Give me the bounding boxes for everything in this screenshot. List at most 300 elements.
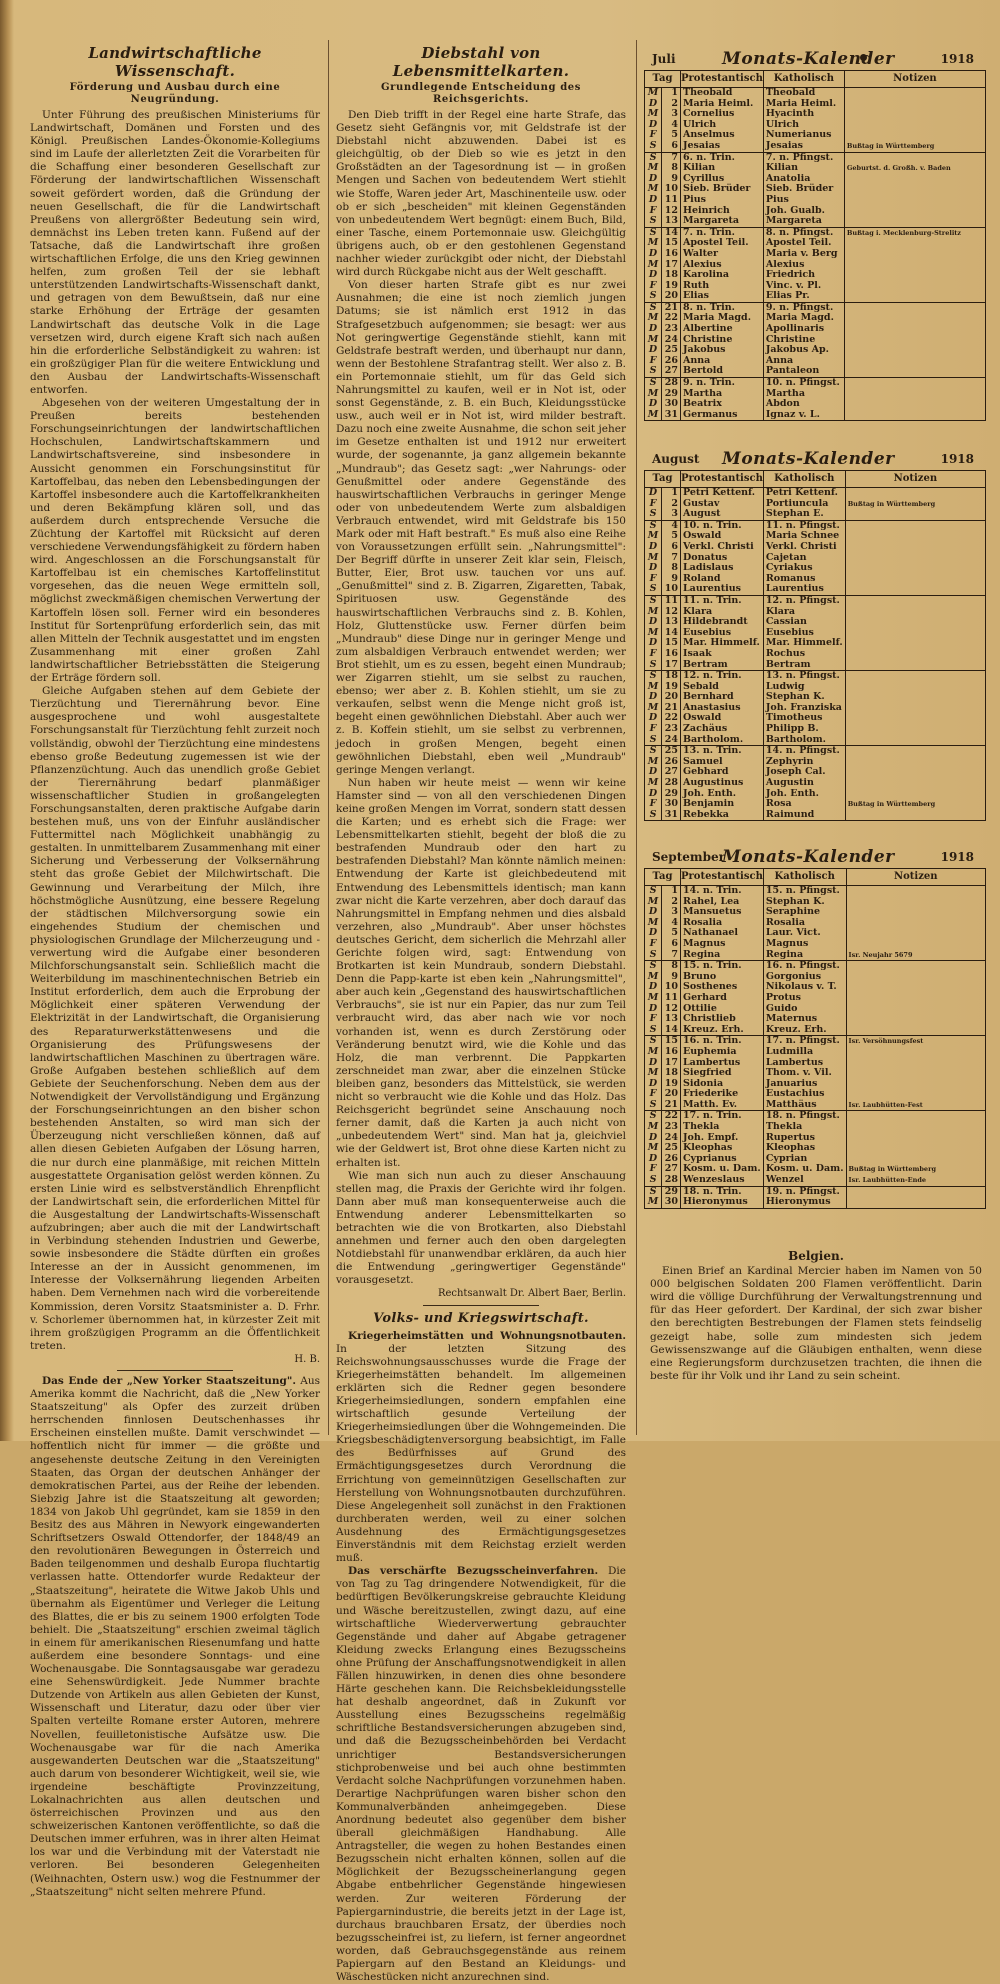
paragraph: Wie man sich nun auch zu dieser Anschauung stellen mag, die Praxis der Gerichte wird ihr folgen. Dann aber muß man konsequenterweise auch die Entwendung anderer Lebensmittelkarten so betrachten wie die von Brotkarten, also Diebstahl annehmen und ferner auch den oben dargelegten Notdiebstahl für unanwendbar erklären, da auch hier die Entwendung „geringwertiger Gegenstände" vorausgesetzt. [336,1169,626,1287]
article-subtitle: Förderung und Ausbau durch eine Neugründung. [69,82,281,105]
calendar-day-row [645,810,986,821]
calendar-day-number: 25 [662,345,681,356]
calendar-weekday: D [645,617,662,628]
calendar-day-number: 4 [662,918,681,929]
calendar-weekday: F [645,1164,662,1175]
calendar-catholic-name: Matthäus [763,1100,846,1111]
calendar-header: Katholisch [763,869,846,886]
calendar-note [845,638,985,649]
calendar-catholic-name: Anna [763,356,844,367]
calendar-note [845,628,985,639]
calendar-protestant-name: Kleophas [681,1143,764,1154]
calendar-protestant-name: Sebald [681,682,764,693]
calendar-note: Geburtst. d. Großh. v. Baden [844,163,985,174]
calendar-day-number: 13 [662,617,681,628]
calendar-note [846,982,985,993]
calendar-catholic-name: 17. n. Pfingst. [763,1036,846,1047]
calendar-protestant-name: Hieronymus [681,1197,764,1208]
calendar-note [845,789,985,800]
calendar-day-number: 6 [662,542,681,553]
calendar-catholic-name: Friedrich [763,270,844,281]
calendar-catholic-name: Hyacinth [763,109,844,120]
calendar-protestant-name: Gerhard [681,993,764,1004]
calendar-protestant-name: Christine [681,335,764,346]
calendar-catholic-name: Stephan K. [763,692,845,703]
calendar-catholic-name: Maria Heiml. [763,99,844,110]
calendar-protestant-name: Isaak [681,649,764,660]
calendar-note [845,607,985,618]
calendar-note: Isr. Laubhütten-Ende [846,1175,985,1186]
calendar-protestant-name: Zachäus [681,724,764,735]
calendar-day-row [645,1100,986,1111]
calendar-catholic-name: Augustin [763,778,845,789]
article-title: Diebstahl von Lebensmittelkarten. [392,44,570,80]
calendar-weekday: M [645,628,662,639]
calendar-day-number: 3 [662,509,681,520]
divider [117,1370,233,1371]
calendar-header: Katholisch [763,471,845,488]
calendar-day-number: 8 [662,961,681,972]
calendar-protestant-name: Oswald [681,713,764,724]
calendar-catholic-name: Portiuncula [763,499,845,510]
calendar-protestant-name: Regina [681,950,764,961]
calendar-day-number: 3 [662,907,681,918]
calendar-weekday: S [645,584,662,595]
calendar-header: Tag [645,71,681,88]
calendar-protestant-name: Maria Magd. [681,313,764,324]
calendar-weekday: M [645,1122,662,1133]
calendar-day-number: 29 [662,789,681,800]
calendar-protestant-name: 8. n. Trin. [681,302,764,313]
calendar-day-number: 17 [662,260,681,271]
calendar-day-number: 15 [662,638,681,649]
calendar-note [846,1143,985,1154]
calendar-day-number: 23 [662,724,681,735]
calendar-catholic-name: Apostel Teil. [763,238,844,249]
calendar-note [844,291,985,302]
calendar-year: 1918 [940,52,974,66]
calendar-day-number: 15 [662,238,681,249]
calendar-day-number: 2 [662,897,681,908]
calendar-day-number: 11 [662,993,681,1004]
item-text: Aus Amerika kommt die Nachricht, daß die „New Yorker Staatszeitung" als Opfer des zurzeit drüben herrschenden finnlosen Deutschenhasses ihr Erscheinen einstellen mußte. Damit verschwindet — hoffentlich nicht für immer — die größte und angesehenste deutsche Zeitung in den Vereinigten Staaten, das Organ der deutschen Anhänger der demokratischen Partei, aus der Reihe der lebenden. Siebzig Jahre ist die Staatszeitung alt geworden; 1834 von Jakob Uhl gegründet, kam sie 1859 in den Besitz des aus Mähren in Newyork eingewanderten Schriftsetzers Oswald Ottendorfer, der 1848/49 an den revolutionären Bewegungen in Österreich und Baden teilgenommen und deshalb Europa fluchtartig verlassen hatte. Ottendorfer wurde Redakteur der „Staatszeitung", heiratete die Witwe Jakob Uhls und übernahm als Eigentümer und Verleger die Leitung des Blattes, die er bis zu seinem 1900 erfolgten Tode behielt. Die „Staatszeitung" erschien zweimal täglich in einem für amerikanischen Riesenumfang und hatte außerdem eine besondere Sonntags- und eine Wochenausgabe. Die Sonntagsausgabe war geradezu eine Sehenswürdigkeit. Jede Nummer brachte Dutzende von Artikeln aus allen Gebieten der Kunst, Wissenschaft und Literatur, dazu oder über vier Spalten verteilte Romane erster Autoren, mehrere Novellen, feuilletonistische Aufsätze usw. Die Wochenausgabe war für die nach Amerika ausgewanderten Deutschen war die „Staatszeitung" auch darum von besonderer Wichtigkeit, weil sie, wie irgendeine beschäftigte Provinzzeitung, Lokalnachrichten aus allen deutschen und österreichischen Provinzen und aus den schweizerischen Kantonen veröffentlichte, so daß die Deutschen immer erfuhren, was in ihrer alten Heimat los war und die Verbindung mit der Vaterstadt nie verloren. Bei besonderen Gelegenheiten (Weihnachten, Ostern usw.) wog die Festnummer der „Staatszeitung" nicht selten mehrere Pfund. [30,1375,320,1898]
item-title: Das Ende der „New Yorker Staatszeitung". [42,1375,296,1387]
calendar-day-row [645,649,986,660]
calendar-protestant-name: Heinrich [681,206,764,217]
calendar-name: Monats-Kalender [722,449,895,469]
calendar-weekday: D [645,1133,662,1144]
calendar-protestant-name: Thekla [681,1122,764,1133]
calendar-catholic-name: 11. n. Pfingst. [763,520,845,531]
calendar-note [845,542,985,553]
calendar-weekday: S [645,746,662,757]
calendar-note [846,1154,985,1165]
calendar-weekday: D [645,1004,662,1015]
calendar-weekday: M [645,703,662,714]
calendar-day-row [645,1025,986,1036]
calendar-note [845,810,985,821]
calendar-note [845,595,985,606]
calendar-weekday: F [645,939,662,950]
calendar-day-row [645,249,986,260]
calendar-weekday: D [645,789,662,800]
calendar-note [845,671,985,682]
calendar-note: Isr. Neujahr 5679 [846,950,985,961]
calendar-title [644,842,986,868]
calendar-weekday: M [645,389,662,400]
calendar-day-row [645,950,986,961]
calendar-catholic-name: Klara [763,607,845,618]
calendar-weekday: S [645,227,662,238]
calendar-protestant-name: Gustav [681,499,764,510]
calendar-protestant-name: 16. n. Trin. [681,1036,764,1047]
calendar-header: Notizen [844,71,985,88]
calendar-day-number: 23 [662,324,681,335]
calendar-day-row [645,886,986,897]
calendar-note [845,746,985,757]
calendar-catholic-name: Cajetan [763,553,845,564]
calendar-day-row [645,660,986,671]
calendar-header: Notizen [846,869,985,886]
calendar-note [845,703,985,714]
calendar-protestant-name: Karolina [681,270,764,281]
divider [423,1305,539,1306]
calendar-weekday: F [645,206,662,217]
calendar-weekday: D [645,345,662,356]
calendar-note [844,195,985,206]
calendar-protestant-name: Sidonia [681,1079,764,1090]
calendar-note [846,1004,985,1015]
calendar-weekday: S [645,1186,662,1197]
article-title: Landwirtschaftliche Wissenschaft. [88,44,262,80]
calendar-day-number: 16 [662,649,681,660]
calendar-protestant-name: Kilian [681,163,764,174]
calendar-day-number: 3 [662,109,681,120]
calendar-weekday: S [645,302,662,313]
calendar-weekday: S [645,1025,662,1036]
calendar-day-number: 18 [662,1068,681,1079]
calendar-catholic-name: Maria Magd. [763,313,844,324]
calendar-catholic-name: Stephan K. [763,897,846,908]
calendar-catholic-name: Eusebius [763,628,845,639]
calendar-protestant-name: Joh. Enth. [681,789,764,800]
calendar-catholic-name: 18. n. Pfingst. [763,1111,846,1122]
calendar-note [844,410,985,421]
calendar-catholic-name: Rochus [763,649,845,660]
calendar-day-number: 8 [662,563,681,574]
calendar-note [845,488,985,499]
calendar-day-row [645,488,986,499]
calendar-protestant-name: Anastasius [681,703,764,714]
calendar-catholic-name: Maria v. Berg [763,249,844,260]
calendar-catholic-name: 14. n. Pfingst. [763,746,845,757]
calendar-catholic-name: Ludmilla [763,1047,846,1058]
calendar-day-number: 13 [662,216,681,227]
calendar-weekday: M [645,163,662,174]
paragraph: Unter Führung des preußischen Ministeriums für Landwirtschaft, Domänen und Forsten und des Königl. Preußischen Landes-Ökonomie-Kollegiums sind im Laufe der allerletzten Zeit die Vorarbeiten für die Schaffung einer besonderen Gesellschaft zur Förderung der landwirtschaftlichen Wissenschaft soweit gefördert worden, daß die Gründung der neuen Gesellschaft, die für die Landwirtschaft Preußens von allergrößter Bedeutung sein wird, demnächst ins Leben treten kann. Fußend auf der Tatsache, daß die Landwirtschaft ihre großen wirtschaftlichen Erfolge, die uns den Krieg gewinnen helfen, zum großen Teil der sie lebhaft unterstützenden Landwirtschafts-Wissenschaft dankt, und getragen von dem Bewußtsein, daß nur eine starke Erhöhung der Erträge der gesamten Landwirtschaft das deutsche Volk in die Lage versetzen wird, durch eigene Kraft sich nach außen hin die erforderliche Selbständigkeit zu wahren: ist ein großzügiger Plan für die weitere Entwicklung und den Ausbau der Landwirtschafts-Wissenschaft entworfen. [30,109,320,396]
calendar-day-number: 26 [662,1154,681,1165]
calendar-weekday: M [645,972,662,983]
calendar-protestant-name: Gebhard [681,767,764,778]
calendar-catholic-name: Joh. Enth. [763,789,845,800]
calendar-weekday: M [645,238,662,249]
calendar-catholic-name: Gorgonius [763,972,846,983]
calendar-day-number: 28 [662,378,681,389]
calendar-day-number: 19 [662,682,681,693]
calendar-note [845,520,985,531]
calendar-catholic-name: Philipp B. [763,724,845,735]
item-title: Das verschärfte Bezugsscheinverfahren. [348,1565,599,1578]
calendar-protestant-name: Petri Kettenf. [681,488,764,499]
calendar-day-number: 31 [662,810,681,821]
calendar-day-row [645,216,986,227]
calendar-note [846,1014,985,1025]
calendar-protestant-name: Walter [681,249,764,260]
calendar-note [846,993,985,1004]
calendar-day-number: 10 [662,584,681,595]
calendar-weekday: S [645,810,662,821]
calendar-protestant-name: 14. n. Trin. [681,886,764,897]
calendar-day-number: 1 [662,488,681,499]
calendar-month: August [652,452,700,466]
calendar-catholic-name: Rosa [763,799,845,810]
calendar-table [644,470,986,821]
calendar-table [644,70,986,421]
calendar-weekday: D [645,270,662,281]
calendar-year: 1918 [940,850,974,864]
calendar-catholic-name: Kosm. u. Dam. [763,1164,846,1175]
calendar-day-number: 19 [662,281,681,292]
calendar-protestant-name: Cornelius [681,109,764,120]
calendar-catholic-name: 12. n. Pfingst. [763,595,845,606]
item-text: In der letzten Sitzung des Reichswohnungsausschusses wurde die Frage der Kriegerheimstätten behandelt. Im allgemeinen erklärten sich die Redner gegen besondere Kriegerheimsiedlungen, sondern empfahlen eine wirtschaftlich gesunde Verteilung der Kriegerheimsiedlungen über die Wohngemeinden. Die Kriegsbeschädigtenversorgung beabsichtigt, im Falle des Bedürfnisses auf Grund des Ermächtigungsgesetzes durch Verordnung die Errichtung von gemeinnützigen Gesellschaften zur Herstellung von Wohnungsnotbauten durchzuführen. Diese Angelegenheit soll zunächst in den Fraktionen durchberaten werden, weil zu einer solchen Ausdehnung des Ermächtigungsgesetzes Einverständnis mit dem Reichstag erzielt werden muß. [336,1342,626,1565]
calendar-weekday: S [645,735,662,746]
calendar-day-number: 5 [662,531,681,542]
calendar-note [844,399,985,410]
calendar-catholic-name: Petri Kettenf. [763,488,845,499]
calendar-catholic-name: Alexius [763,260,844,271]
calendar-protestant-name: Euphemia [681,1047,764,1058]
calendar-day-number: 2 [662,499,681,510]
calendar-protestant-name: 9. n. Trin. [681,378,764,389]
calendar-day-row [645,1197,986,1208]
calendar-day-number: 4 [662,520,681,531]
calendar-weekday: S [645,520,662,531]
calendar-weekday: M [645,313,662,324]
calendar-day-number: 20 [662,291,681,302]
calendar-protestant-name: Rosalia [681,918,764,929]
calendar-note: Bußtag i. Mecklenburg-Strelitz [844,227,985,238]
calendar-note [845,574,985,585]
article-subtitle: Grundlegende Entscheidung des Reichsgerichts. [380,82,582,105]
calendar-protestant-name: Matth. Ev. [681,1100,764,1111]
calendar-protestant-name: 10. n. Trin. [681,520,764,531]
calendar-note [844,88,985,99]
paragraph: Abgesehen von der weiteren Umgestaltung der in Preußen bereits bestehenden Forschungseinrichtungen der landwirtschaftlichen Hochschulen, Landwirtschaftskammern und Landwirtschaftsvereine, sind insbesondere in Aussicht genommen ein Forschungsinstitut für Kartoffelbau, das neben den Lebensbedingungen der Kartoffel insbesondere auch die Kartoffelkrankheiten und deren Bekämpfung klären soll, und das außerdem durch entsprechende Versuche die Züchtung der Kartoffel mit Rücksicht auf deren verschiedene Verwendungsfähigkeit zu fördern haben wird. Angeschlossen an die Forschungsanstalt für Kartoffelbau ist ein chemisches Kartoffelinstitut vorgesehen, das die neuen Wege ermitteln soll, möglichst zweckmäßigen chemischen Verwertung der Kartoffeln lösen soll. Ferner wird ein besonderes Institut für Sortenprüfung erforderlich sein, das mit allen Mitteln der Technik ausgestattet und im engsten Zusammenhang mit einer großen Zahl landwirtschaftlicher Betriebsstätten die Steigerung der Erträge fördern soll. [30,397,320,685]
calendar-weekday: M [645,1143,662,1154]
calendar-catholic-name: Joh. Franziska [763,703,845,714]
calendar-day-row [645,595,986,606]
section-title: Volks- und Kriegswirtschaft. [373,1310,589,1326]
calendar-protestant-name: Joh. Empf. [681,1133,764,1144]
calendar-day-row [645,88,986,99]
calendar-protestant-name: Jesaias [681,141,764,152]
calendar-protestant-name: Augustinus [681,778,764,789]
column-rule [328,40,329,1435]
calendar-note [846,1058,985,1069]
calendar-protestant-name: Beatrix [681,399,764,410]
calendar-note [846,886,985,897]
calendar-protestant-name: 13. n. Trin. [681,746,764,757]
calendar-day-number: 15 [662,1036,681,1047]
calendar-protestant-name: Germanus [681,410,764,421]
calendar-catholic-name: Numerianus [763,130,844,141]
calendar-protestant-name: Friederike [681,1089,764,1100]
calendar-title [644,44,986,70]
calendar-day-number: 7 [662,553,681,564]
calendar-catholic-name: Maternus [763,1014,846,1025]
calendar-day-number: 21 [662,703,681,714]
paragraph: Den Dieb trifft in der Regel eine harte Strafe, das Gesetz sieht Gefängnis vor, mit Geldstrafe ist der Diebstahl nicht abzuwenden. Dabei ist es gleichgültig, ob der Dieb so wie es jetzt in den Großstädten an der Tagesordnung ist — in großen Mengen und Sachen von bedeutendem Wert stiehlt wie Stoffe, Waren jeder Art, Maschinenteile usw. oder ob er sich „bescheiden" mit kleinen Gegenständen von unbedeutendem Wert begnügt: einem Buch, Bild, einer Tasche, einem Portemonnaie usw. Gleichgültig übrigens auch, ob er den gestohlenen Gegenstand nachher wieder zurückgibt oder nicht, der Diebstahl wird durch Rückgabe nicht aus der Welt geschafft. [336,109,626,279]
calendar-day-row [645,939,986,950]
calendar-day-number: 29 [662,1186,681,1197]
article-text: Einen Brief an Kardinal Mercier haben im Namen von 50 000 belgischen Soldaten 200 Flamen veröffentlicht. Darin wird die völlige Durchführung der Verwaltungstrennung und für das Heer gefordert. Der Kardinal, der sich zwar bisher den berechtigten Bestrebungen der Flamen stets feindselig gezeigt habe, solle zum mindesten sich jedem Gewissenszwange auf die Gläubigen enthalten, wenn diese eine Regierungsform durchzusetzen trachten, die ihnen die beste für ihr Volk und ihr Land zu sein scheint. [650,1265,982,1382]
calendar-weekday: S [645,961,662,972]
calendar-day-number: 14 [662,227,681,238]
article-signature: Rechtsanwalt Dr. Albert Baer, Berlin. [437,1288,626,1300]
calendar-weekday: M [645,993,662,1004]
calendar-catholic-name: Thekla [763,1122,846,1133]
calendar-day-number: 19 [662,1079,681,1090]
calendar-weekday: D [645,542,662,553]
calendar-catholic-name: Raimund [763,810,845,821]
calendar-weekday: F [645,356,662,367]
calendar-catholic-name: Pantaleon [763,366,844,377]
calendar-header: Protestantisch [681,71,764,88]
calendar-note [846,928,985,939]
calendar-day-number: 12 [662,206,681,217]
article-signature: H. B. [294,1353,320,1365]
calendar-catholic-name: Guido [763,1004,846,1015]
calendar-catholic-name: Verkl. Christi [763,542,845,553]
calendar-protestant-name: Apostel Teil. [681,238,764,249]
calendar-note: Isr. Laubhütten-Fest [846,1100,985,1111]
calendar-day-number: 22 [662,713,681,724]
calendar-weekday: M [645,607,662,618]
calendar-protestant-name: 17. n. Trin. [681,1111,764,1122]
calendar-header: Tag [645,471,681,488]
calendar-weekday: S [645,886,662,897]
calendar-day-row [645,141,986,152]
calendar-catholic-name: Timotheus [763,713,845,724]
calendar-table [644,868,986,1209]
calendar-protestant-name: 7. n. Trin. [681,227,764,238]
calendar-note [846,1025,985,1036]
calendar-day-row [645,291,986,302]
calendar-catholic-name: Januarius [763,1079,846,1090]
calendar-day-number: 9 [662,574,681,585]
calendar-catholic-name: Bertram [763,660,845,671]
calendar-weekday: F [645,649,662,660]
calendar-protestant-name: Elias [681,291,764,302]
calendar-note [845,713,985,724]
calendar-day-number: 30 [662,799,681,810]
calendar-catholic-name: Stephan E. [763,509,845,520]
calendar-day-number: 27 [662,366,681,377]
calendar-catholic-name: Bartholom. [763,735,845,746]
calendar-protestant-name: Hildebrandt [681,617,764,628]
calendar-catholic-name: Ulrich [763,120,844,131]
calendar-day-row [645,195,986,206]
calendar-day-number: 4 [662,120,681,131]
calendar-catholic-name: Thom. v. Vil. [763,1068,846,1079]
calendar-catholic-name: Ludwig [763,682,845,693]
calendar-header: Protestantisch [681,471,764,488]
calendar-catholic-name: Christine [763,335,844,346]
calendar-protestant-name: Oswald [681,531,764,542]
calendar-protestant-name: Jakobus [681,345,764,356]
calendar-catholic-name: Maria Schnee [763,531,845,542]
calendar-protestant-name: Alexius [681,260,764,271]
calendar-protestant-name: Eusebius [681,628,764,639]
calendar-weekday: M [645,778,662,789]
calendar-protestant-name: Sosthenes [681,982,764,993]
calendar-weekday: S [645,141,662,152]
calendar-day-number: 16 [662,1047,681,1058]
calendar-protestant-name: Ruth [681,281,764,292]
calendar-note [844,130,985,141]
calendar-protestant-name: Bartholom. [681,735,764,746]
calendar-note [844,260,985,271]
calendar-note [845,724,985,735]
calendar-catholic-name: Sieb. Brüder [763,184,844,195]
calendar-note [846,1186,985,1197]
calendar-catholic-name: Margareta [763,216,844,227]
calendar-day-number: 22 [662,1111,681,1122]
calendar-day-number: 7 [662,152,681,163]
calendar-note [844,366,985,377]
calendar-day-row [645,509,986,520]
calendar-note [846,961,985,972]
calendar-catholic-name: Wenzel [763,1175,846,1186]
calendar-weekday: S [645,1111,662,1122]
calendar-protestant-name: 11. n. Trin. [681,595,764,606]
calendar-weekday: M [645,1068,662,1079]
calendar-weekday: F [645,799,662,810]
calendar-note [846,1079,985,1090]
calendar-day-number: 11 [662,195,681,206]
calendar-day-row [645,735,986,746]
calendar-catholic-name: Kreuz. Erh. [763,1025,846,1036]
calendar-protestant-name: Nathanael [681,928,764,939]
calendar-protestant-name: Lambertus [681,1058,764,1069]
calendar-day-number: 9 [662,972,681,983]
calendar-day-number: 5 [662,928,681,939]
item-title: Kriegerheimstätten und Wohnungsnotbauten. [348,1329,626,1342]
calendar-catholic-name: Romanus [763,574,845,585]
calendar-day-number: 12 [662,607,681,618]
calendar-protestant-name: Kreuz. Erh. [681,1025,764,1036]
calendar-note [844,249,985,260]
calendar-month: Juli [652,52,676,66]
calendar-day-number: 17 [662,660,681,671]
calendar-day-number: 13 [662,1014,681,1025]
calendar-catholic-name: Hieronymus [763,1197,846,1208]
calendar-weekday: M [645,335,662,346]
article-belgien [650,1250,982,1383]
calendar-september [644,842,986,1209]
calendar-weekday: S [645,509,662,520]
